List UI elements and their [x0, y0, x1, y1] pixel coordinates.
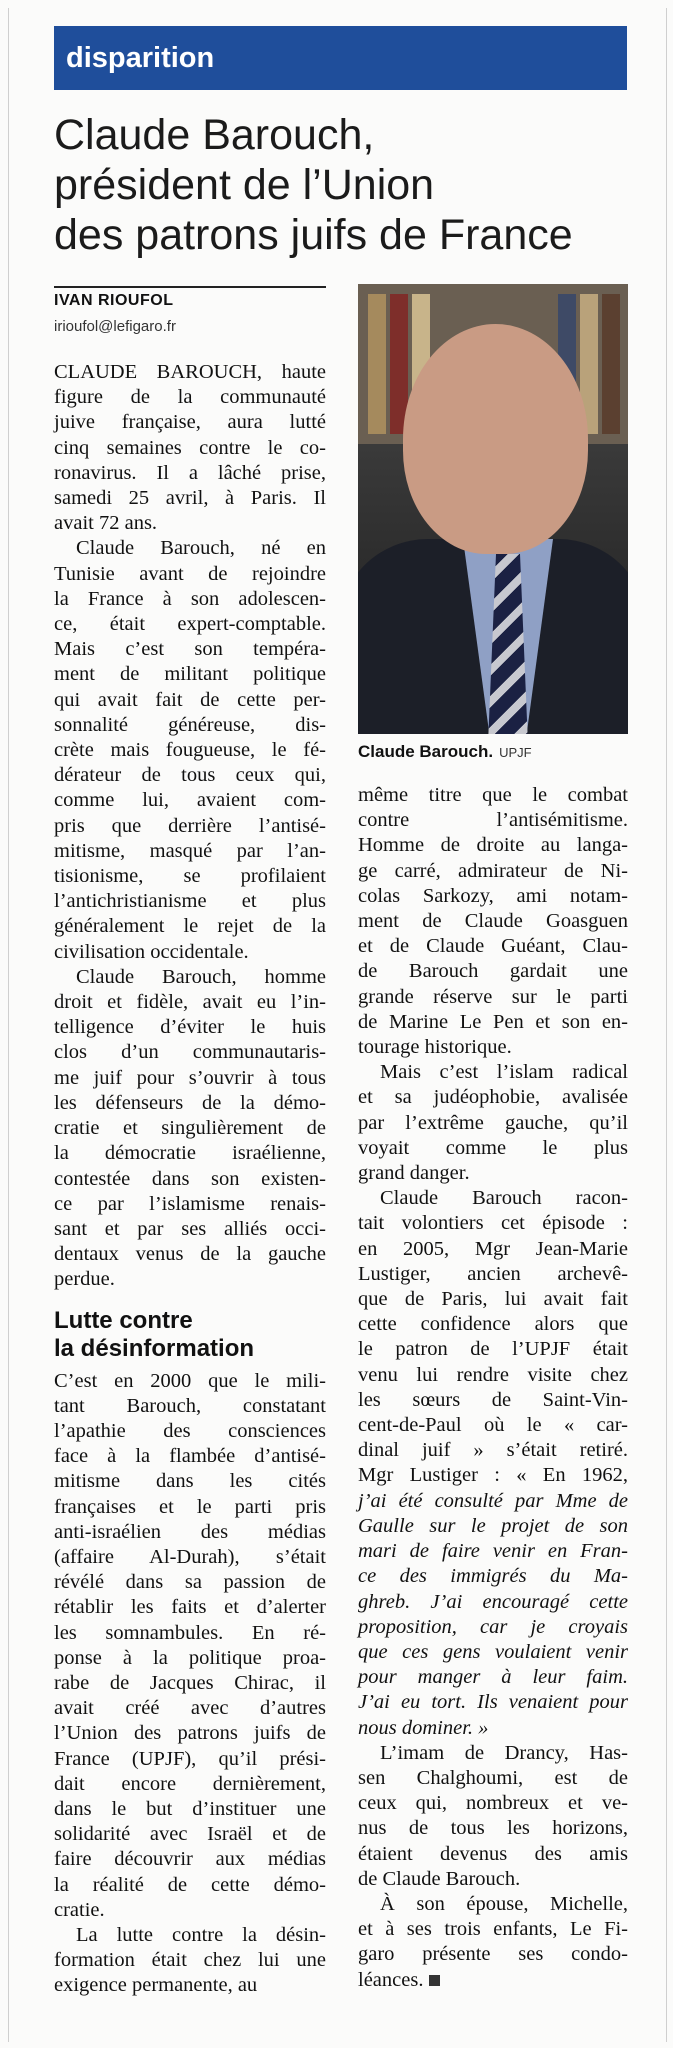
text-line: par l’extrême gauche, qu’il	[358, 1111, 628, 1134]
photo-caption	[358, 742, 532, 762]
headline-line: président de l’Union	[54, 161, 435, 209]
text-line: exigence permanente, au	[54, 1974, 258, 1997]
text-line: en 2005, Mgr Jean-Marie	[358, 1237, 628, 1260]
text-line: Claude Barouch racon-	[380, 1187, 628, 1210]
text-line: cratie.	[54, 1898, 105, 1921]
headline-line: Claude Barouch,	[54, 111, 375, 159]
end-of-article-icon	[429, 1975, 440, 1986]
text-line: mitisme, masqué par l’an-	[54, 839, 326, 862]
text-line: dérateur de tous ceux qui,	[54, 764, 326, 787]
text-line: tourage historique.	[358, 1036, 512, 1059]
text-line: droit et fidèle, avait eu l’in-	[54, 991, 326, 1014]
text-line: les somnambules. En ré-	[54, 1621, 326, 1644]
subheading	[54, 1307, 326, 1363]
column-1-paragraphs	[54, 360, 326, 1293]
text-line: perdue.	[54, 1268, 115, 1291]
byline-rule	[54, 286, 326, 288]
text-line: garo présente ses condo-	[358, 1943, 628, 1966]
text-line: telligence d’éviter le huis	[54, 1016, 326, 1039]
text-line: cinq semaines contre le co-	[54, 436, 326, 459]
text-line: contre l’antisémitisme.	[358, 809, 628, 832]
text-line: nous dominer. »	[358, 1716, 489, 1739]
text-line: pour manger à leur faim.	[358, 1666, 628, 1689]
text-line: faire découvrir aux médias	[54, 1848, 326, 1871]
portrait-photo	[358, 284, 628, 734]
text-line: tait volontiers cet épisode :	[358, 1212, 628, 1235]
text-line: de Barouch gardait une	[358, 960, 628, 983]
text-line: Mais c’est son tempéra-	[54, 638, 326, 661]
text-line: me juif pour s’ouvrir à tous	[54, 1066, 326, 1089]
subheading-line: la désinformation	[54, 1334, 255, 1362]
text-line: C’est en 2000 que le mili-	[54, 1369, 326, 1392]
text-line: rabe de Jacques Chirac, il	[54, 1671, 326, 1694]
caption-credit: UPJF	[499, 745, 532, 760]
text-line: anti-israélien des médias	[54, 1520, 326, 1543]
article-headline	[54, 110, 644, 260]
text-line: ce des immigrés du Ma-	[358, 1565, 628, 1588]
text-line: l’apathie des consciences	[54, 1419, 326, 1442]
text-line: J’ai eu tort. Ils venaient pour	[358, 1691, 628, 1714]
text-line: Homme de droite au langa-	[358, 834, 628, 857]
text-line: mari de faire venir en Fran-	[358, 1540, 628, 1563]
text-line: ce par l’islamisme renais-	[54, 1192, 326, 1215]
column-2-paragraphs	[358, 783, 628, 1993]
text-line: de Marine Le Pen et son en-	[358, 1010, 628, 1033]
text-line: rétablir les faits et d’alerter	[54, 1596, 326, 1619]
text-line: Mgr Lustiger : « En 1962,	[358, 1464, 628, 1487]
text-line: la réalité de cette démo-	[54, 1873, 326, 1896]
text-line: dinal juif » s’était retiré.	[358, 1439, 628, 1462]
text-line: que de Paris, lui avait fait	[358, 1288, 628, 1311]
text-line: les défenseurs de la démo-	[54, 1091, 326, 1114]
text-line: généralement le rejet de la	[54, 915, 326, 938]
text-line: Tunisie avant de rejoindre	[54, 562, 326, 585]
text-line: l’antichristianisme et plus	[54, 890, 326, 913]
text-line: françaises et le parti pris	[54, 1495, 326, 1518]
text-line: avait créé avec d’autres	[54, 1697, 326, 1720]
text-line: dait encore dernièrement,	[54, 1772, 326, 1795]
text-line: crète mais fougueuse, le fé-	[54, 739, 326, 762]
text-line: nus de tous les horizons,	[358, 1817, 628, 1840]
text-line: grande réserve sur le parti	[358, 985, 628, 1008]
text-line: proposition, car je croyais	[358, 1615, 628, 1638]
subheading-line: Lutte contre	[54, 1306, 193, 1334]
text-line: cette confidence alors que	[358, 1313, 628, 1336]
text-line: ce, était expert-comptable.	[54, 613, 326, 636]
text-line: voyait comme le plus	[358, 1136, 628, 1159]
text-line: dans le but d’instituer une	[54, 1797, 326, 1820]
text-line: mitisme dans les cités	[54, 1470, 326, 1493]
text-line: comme lui, avaient com-	[54, 789, 326, 812]
text-line: colas Sarkozy, ami notam-	[358, 884, 628, 907]
text-line: face à la flambée d’antisé-	[54, 1445, 326, 1468]
text-line: ronavirus. Il a lâché prise,	[54, 461, 326, 484]
text-line: venu lui rendre visite chez	[358, 1363, 628, 1386]
text-line: ment de Claude Goasguen	[358, 910, 628, 933]
section-banner: disparition	[54, 26, 627, 90]
text-line: l’Union des patrons juifs de	[54, 1722, 326, 1745]
text-line: Claude Barouch, homme	[76, 965, 326, 988]
text-line: ceux qui, nombreux et ve-	[358, 1792, 628, 1815]
column-1	[54, 360, 326, 1999]
text-line: France (UPJF), qu’il prési-	[54, 1747, 326, 1770]
text-line: contestée dans son existen-	[54, 1167, 326, 1190]
text-line: Gaulle sur le projet de son	[358, 1514, 628, 1537]
text-line: solidarité avec Israël et de	[54, 1823, 326, 1846]
text-line: et de Claude Guéant, Clau-	[358, 935, 628, 958]
text-line: étaient devenus des amis	[358, 1842, 628, 1865]
text-line: cent-de-Paul où le « car-	[358, 1414, 628, 1437]
text-line: sonnalité généreuse, dis-	[54, 713, 326, 736]
text-line: et à ses trois enfants, Le Fi-	[358, 1918, 628, 1941]
text-line: révélé dans sa passion de	[54, 1571, 326, 1594]
text-line: ghreb. J’ai encouragé cette	[358, 1590, 628, 1613]
text-line: (affaire Al-Durah), s’était	[54, 1545, 326, 1568]
text-line: et sa judéophobie, avalisée	[358, 1086, 628, 1109]
column-1b-paragraphs	[54, 1369, 326, 1999]
text-line: ponse à la politique proa-	[54, 1646, 326, 1669]
text-line: grand danger.	[358, 1162, 470, 1185]
column-2	[358, 783, 628, 1993]
text-line: Claude Barouch, né en	[76, 537, 326, 560]
text-line: que ces gens voulaient venir	[358, 1640, 628, 1663]
text-line: L’imam de Drancy, Has-	[380, 1741, 628, 1764]
author-name: IVAN RIOUFOL	[54, 292, 174, 309]
text-line: avait 72 ans.	[54, 512, 158, 535]
text-line: clos d’un communautaris-	[54, 1041, 326, 1064]
text-line: de Claude Barouch.	[358, 1867, 521, 1890]
text-line: sant et par ses alliés occi-	[54, 1217, 326, 1240]
text-line: j’ai été consulté par Mme de	[358, 1489, 628, 1512]
author-email: irioufol@lefigaro.fr	[54, 318, 176, 335]
text-line: qui avait fait de cette per-	[54, 688, 326, 711]
text-line: CLAUDE BAROUCH, haute	[54, 361, 326, 383]
text-line: ge carré, admirateur de Ni-	[358, 859, 628, 882]
text-line: Lustiger, ancien archevê-	[358, 1262, 628, 1285]
text-line: civilisation occidentale.	[54, 940, 249, 963]
text-line: figure de la communauté	[54, 386, 326, 409]
text-line: ment de militant politique	[54, 663, 326, 686]
caption-name: Claude Barouch.	[358, 742, 494, 761]
text-line: le patron de l’UPJF était	[358, 1338, 628, 1361]
text-line: dentaux venus de la gauche	[54, 1243, 326, 1266]
text-line: pris que derrière l’antisé-	[54, 814, 326, 837]
text-line: léances.	[358, 1968, 628, 1993]
text-line: Mais c’est l’islam radical	[380, 1061, 628, 1084]
text-line: sen Chalghoumi, est de	[358, 1766, 628, 1789]
text-line: la démocratie israélienne,	[54, 1142, 326, 1165]
text-line: même titre que le combat	[358, 784, 628, 806]
text-line: les sœurs de Saint-Vin-	[358, 1388, 628, 1411]
text-line: tisionisme, se profilaient	[54, 865, 326, 888]
portrait-face	[403, 324, 588, 554]
text-line: À son épouse, Michelle,	[380, 1892, 628, 1915]
text-line: samedi 25 avril, à Paris. Il	[54, 487, 326, 510]
text-line: La lutte contre la désin-	[76, 1923, 326, 1946]
text-line: la France à son adolescen-	[54, 587, 326, 610]
text-line: cratie et singulièrement de	[54, 1117, 326, 1140]
text-line: tant Barouch, constatant	[54, 1394, 326, 1417]
text-line: formation était chez lui une	[54, 1949, 326, 1972]
text-line: juive française, aura lutté	[54, 411, 326, 434]
headline-line: des patrons juifs de France	[54, 211, 573, 259]
